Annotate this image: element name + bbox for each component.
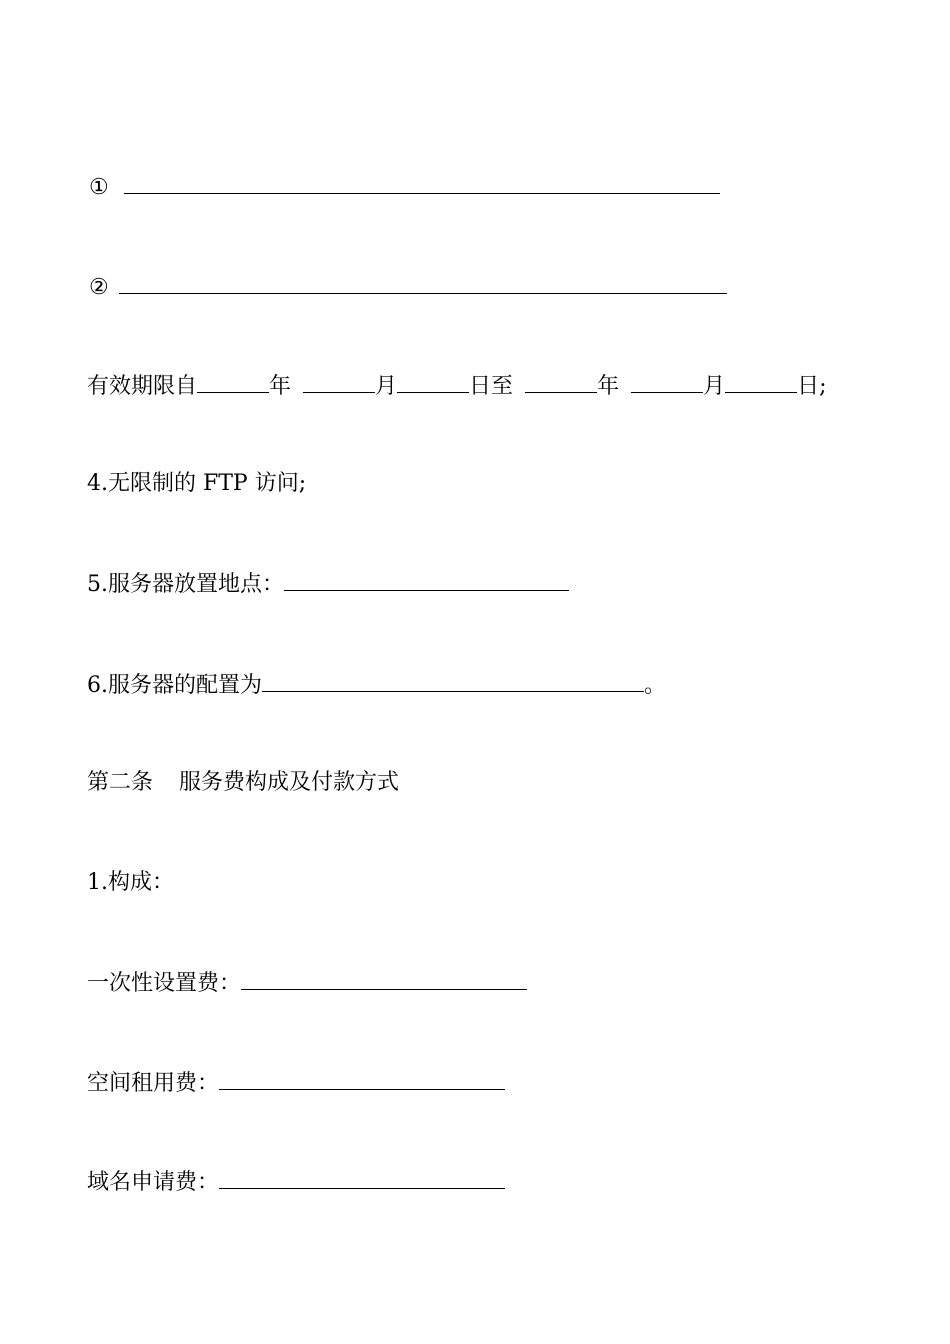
fill-blank-start-year[interactable] [197,370,269,393]
fill-blank-end-year[interactable] [525,370,597,393]
fill-blank-item-1[interactable] [124,171,720,194]
fill-blank-end-day[interactable] [725,370,797,393]
clause-6-server-config [87,669,666,701]
fill-blank-space-fee[interactable] [219,1067,505,1090]
validity-year-1: 年 [269,374,292,399]
fill-blank-server-location[interactable] [284,568,569,591]
validity-day-end: 日; [797,374,827,399]
validity-day-to: 日至 [469,374,514,399]
fill-blank-start-day[interactable] [397,370,469,393]
composition-label: 1.构成： [87,870,174,895]
article-2-heading [87,768,399,798]
fee-domain [87,1166,505,1198]
article-2-title: 服务费构成及付款方式 [179,770,400,795]
fill-blank-domain-fee[interactable] [219,1166,505,1189]
blank-item-1 [89,171,720,203]
clause-6-period: 。 [644,673,667,698]
validity-period [87,370,827,402]
clause-4-ftp: 4.无限制的 FTP 访问; [87,471,307,496]
fill-blank-server-config[interactable] [262,669,644,692]
fee-space [87,1067,505,1099]
circled-number-1: ① [89,175,109,200]
clause-6-label: 6.服务器的配置为 [87,673,262,698]
validity-month-2: 月 [703,374,726,399]
fill-blank-end-month[interactable] [631,370,703,393]
fee-space-label: 空间租用费： [87,1071,220,1096]
fee-domain-label: 域名申请费： [87,1170,220,1195]
validity-month-1: 月 [375,374,398,399]
validity-prefix: 有效期限自 [87,374,198,399]
clause-5-server-location [87,568,569,600]
fee-setup [87,967,527,999]
fee-setup-label: 一次性设置费： [87,971,242,996]
fill-blank-item-2[interactable] [119,271,727,294]
blank-item-2 [89,271,727,303]
clause-5-label: 5.服务器放置地点： [87,572,284,597]
fill-blank-start-month[interactable] [303,370,375,393]
fill-blank-setup-fee[interactable] [241,967,527,990]
article-2-number: 第二条 [87,770,154,795]
circled-number-2: ② [89,275,109,300]
validity-year-2: 年 [597,374,620,399]
